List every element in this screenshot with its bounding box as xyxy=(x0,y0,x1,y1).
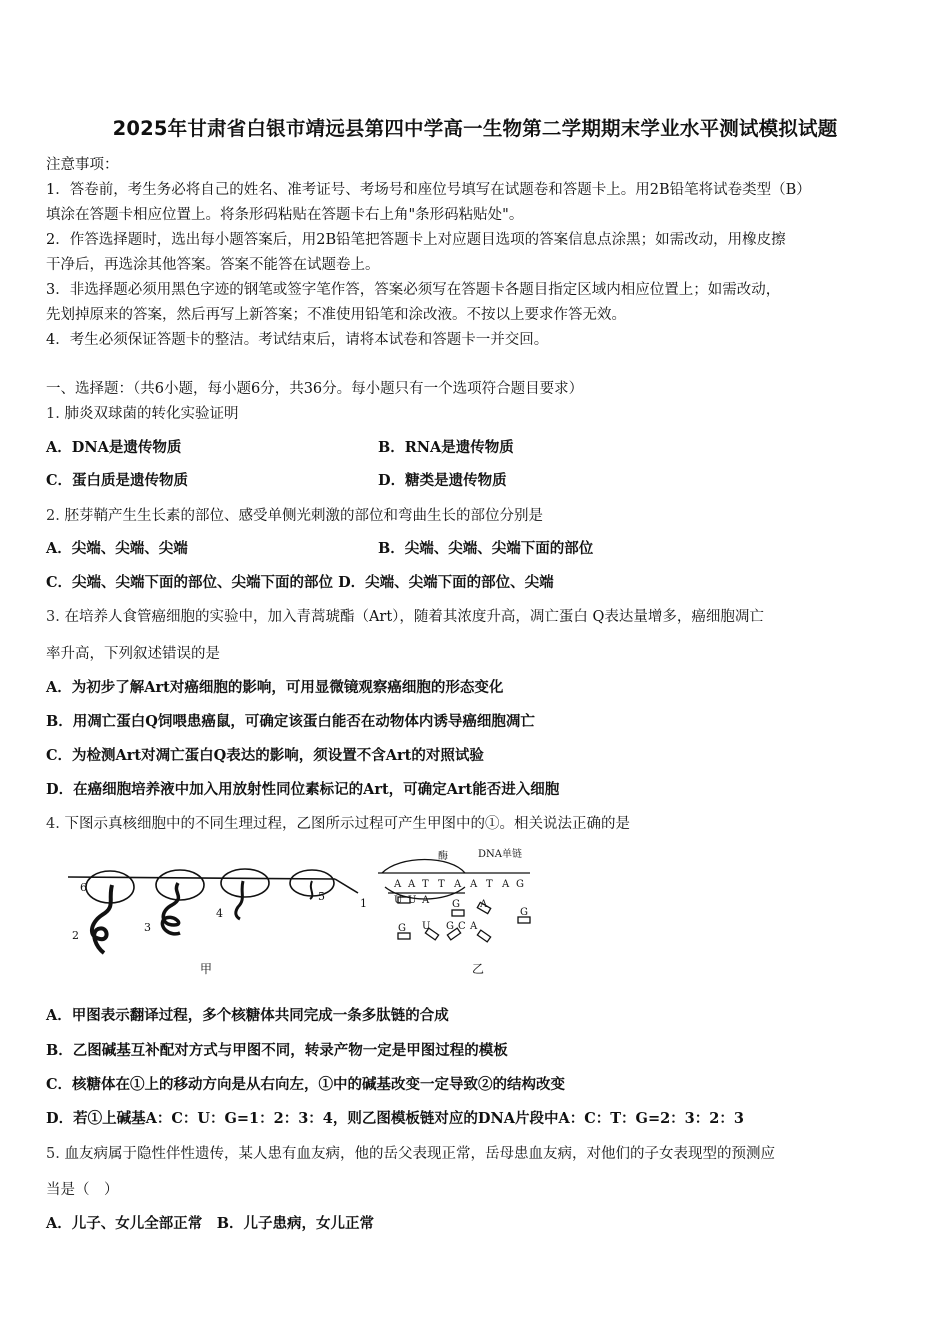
q4-option-a: A．甲图表示翻译过程，多个核糖体共同完成一条多肽链的合成 xyxy=(46,1007,449,1024)
q4-number: 4. xyxy=(46,816,60,832)
base-top-4: T xyxy=(438,879,445,890)
q1-option-a: A．DNA是遗传物质 xyxy=(46,439,182,456)
base-paired-2: U xyxy=(408,895,417,906)
section-heading: 一、选择题：（共6小题，每小题6分，共36分。每小题只有一个选项符合题目要求） xyxy=(46,381,584,397)
q1-option-c: C．蛋白质是遗传物质 xyxy=(46,472,189,489)
base-free-3: G xyxy=(520,907,528,918)
q3-option-b: B．用凋亡蛋白Q饲喂患癌鼠，可确定该蛋白能否在动物体内诱导癌细胞凋亡 xyxy=(46,713,535,730)
base-top-9: G xyxy=(516,879,524,890)
figure-yi-labels xyxy=(393,847,528,976)
q2-option-cd: C．尖端、尖端下面的部位、尖端下面的部位 D．尖端、尖端下面的部位、尖端 xyxy=(46,574,554,591)
q4-option-d: D．若①上碱基A：C：U：G=1：2：3：4，则乙图模板链对应的DNA片段中A：C：T：G=2：3：2：3 xyxy=(46,1110,744,1127)
notice-2b: 干净后，再选涂其他答案。答案不能答在试题卷上。 xyxy=(46,257,380,273)
q2-option-b: B．尖端、尖端、尖端下面的部位 xyxy=(378,540,594,557)
label-4: 4 xyxy=(216,907,223,920)
q5-stem-1 xyxy=(46,1142,775,1163)
base-free-4: G xyxy=(398,923,406,934)
figure-jia xyxy=(68,869,358,953)
notice-1a: 1．答卷前，考生务必将自己的姓名、准考证号、考场号和座位号填写在试题卷和答题卡上。用2B铅笔将试卷类型（B） xyxy=(46,182,811,198)
base-top-7: T xyxy=(486,879,493,890)
label-3: 3 xyxy=(144,921,151,934)
base-free-5: U xyxy=(422,921,431,932)
q4-stem xyxy=(46,812,630,833)
q3-option-c: C．为检测Art对凋亡蛋白Q表达的影响，须设置不含Art的对照试验 xyxy=(46,747,484,764)
q4-stem-text: 下图示真核细胞中的不同生理过程，乙图所示过程可产生甲图中的①。相关说法正确的是 xyxy=(64,816,630,832)
q5-stem-2: 当是（ ） xyxy=(46,1182,119,1198)
base-free-2: A xyxy=(480,899,488,910)
free-nuc-2 xyxy=(452,910,464,916)
q3-stem-2: 率升高，下列叙述错误的是 xyxy=(46,646,220,662)
enzyme-top xyxy=(382,860,465,874)
ribosome-2 xyxy=(156,870,204,900)
label-5: 5 xyxy=(318,890,325,903)
label-2: 2 xyxy=(72,929,79,942)
ribosome-3 xyxy=(221,869,269,897)
notice-4: 4．考生必须保证答题卡的整洁。考试结束后，请将本试卷和答题卡一并交回。 xyxy=(46,332,549,348)
q5-stem-text-1: 血友病属于隐性伴性遗传，某人患有血友病，他的岳父表现正常，岳母患血友病，对他们的子女表现型的预测应 xyxy=(64,1146,775,1162)
q2-number: 2. xyxy=(46,508,60,524)
polypeptide-medium xyxy=(162,883,180,934)
mrna-tail xyxy=(335,879,358,893)
notice-3b: 先划掉原来的答案，然后再写上新答案；不准使用铅笔和涂改液。不按以上要求作答无效。 xyxy=(46,307,626,323)
free-nuc-8 xyxy=(477,930,490,942)
q1-number: 1. xyxy=(46,406,60,422)
label-enzyme: 酶 xyxy=(438,851,448,862)
q2-option-a: A．尖端、尖端、尖端 xyxy=(46,540,188,557)
q1-option-b: B．RNA是遗传物质 xyxy=(378,439,514,456)
q5-number: 5. xyxy=(46,1146,60,1162)
q1-stem-text: 肺炎双球菌的转化实验证明 xyxy=(64,406,239,422)
q3-stem-1 xyxy=(46,605,764,626)
figure-jia-labels xyxy=(72,881,367,976)
base-paired-1: U xyxy=(394,895,403,906)
q5-option-ab: A．儿子、女儿全部正常 B．儿子患病，女儿正常 xyxy=(46,1215,375,1232)
q2-stem-text: 胚芽鞘产生生长素的部位、感受单侧光刺激的部位和弯曲生长的部位分别是 xyxy=(64,508,543,524)
base-free-7: C xyxy=(458,921,466,932)
notice-3a: 3．非选择题必须用黑色字迹的钢笔或签字笔作答，答案必须写在答题卡各题目指定区域内相应位置上；如需改动， xyxy=(46,282,781,298)
base-free-8: A xyxy=(470,921,478,932)
notice-1b: 填涂在答题卡相应位置上。将条形码粘贴在答题卡右上角"条形码粘贴处"。 xyxy=(46,207,524,223)
label-1: 1 xyxy=(360,897,367,910)
polypeptide-short xyxy=(236,881,243,919)
notice-heading: 注意事项： xyxy=(46,157,119,173)
base-top-3: T xyxy=(422,879,429,890)
label-dna: DNA单链 xyxy=(478,849,522,860)
q3-number: 3. xyxy=(46,609,60,625)
label-jia: 甲 xyxy=(200,962,213,976)
label-yi: 乙 xyxy=(472,962,485,976)
q3-stem-text-1: 在培养人食管癌细胞的实验中，加入青蒿琥酯（Art），随着其浓度升高，凋亡蛋白 Q表达量增多，癌细胞凋亡 xyxy=(64,609,764,625)
label-6: 6 xyxy=(80,881,87,894)
q3-option-d: D．在癌细胞培养液中加入用放射性同位素标记的Art，可确定Art能否进入细胞 xyxy=(46,781,560,798)
q4-option-b: B．乙图碱基互补配对方式与甲图不同，转录产物一定是甲图过程的模板 xyxy=(46,1042,508,1059)
base-top-5: A xyxy=(454,879,462,890)
base-top-1: A xyxy=(394,879,402,890)
q4-figure xyxy=(60,845,550,980)
base-top-6: A xyxy=(470,879,478,890)
base-top-8: A xyxy=(502,879,510,890)
q3-option-a: A．为初步了解Art对癌细胞的影响，可用显微镜观察癌细胞的形态变化 xyxy=(46,679,504,696)
base-free-6: G xyxy=(446,921,454,932)
notice-2a: 2．作答选择题时，选出每小题答案后，用2B铅笔把答题卡上对应题目选项的答案信息点涂黑；如需改动，用橡皮擦 xyxy=(46,232,786,248)
polypeptide-long xyxy=(92,885,112,953)
base-paired-3: A xyxy=(422,895,430,906)
q2-stem xyxy=(46,504,543,525)
exam-title: 2025年甘肃省白银市靖远县第四中学高一生物第二学期期末学业水平测试模拟试题 xyxy=(112,117,838,140)
q1-stem xyxy=(46,402,238,423)
base-top-2: A xyxy=(408,879,416,890)
base-free-1: G xyxy=(452,899,460,910)
q4-option-c: C．核糖体在①上的移动方向是从右向左，①中的碱基改变一定导致②的结构改变 xyxy=(46,1076,566,1093)
q1-option-d: D．糖类是遗传物质 xyxy=(378,472,507,489)
